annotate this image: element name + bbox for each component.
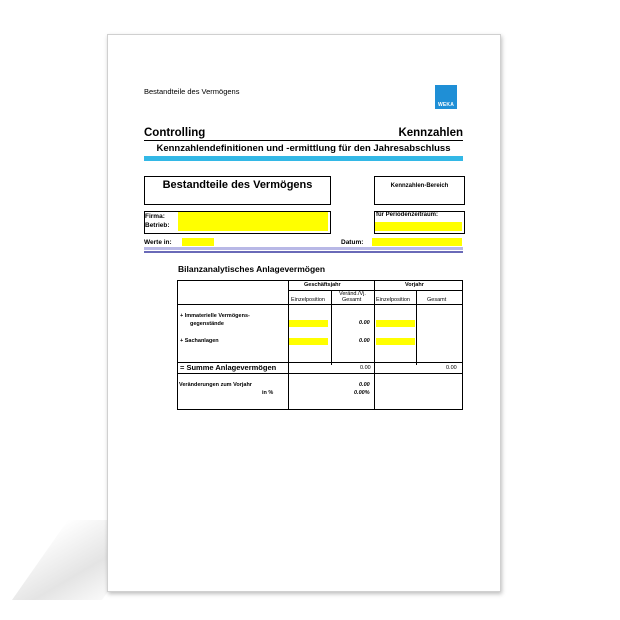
row1-value: 0.00 (359, 320, 370, 326)
col-divider (288, 281, 289, 409)
col-header-gj: Geschäftsjahr (304, 282, 341, 288)
col-divider (374, 281, 375, 409)
sum-vj: 0.00 (446, 365, 457, 371)
datum-label: Datum: (341, 239, 364, 246)
area-box (374, 176, 465, 205)
sub-gesamt-gj: Gesamt (342, 297, 362, 303)
sub-veraend: Veränd./Vj. (339, 291, 366, 297)
row2-vj-input[interactable] (376, 338, 415, 345)
sub-einzel-gj: Einzelposition (291, 297, 325, 303)
anlage-table (177, 280, 463, 410)
row2-value: 0.00 (359, 338, 370, 344)
sum-gj: 0.00 (360, 365, 371, 371)
sheet-title: Bestandteile des Vermögens (162, 179, 313, 191)
section-title: Bilanzanalytisches Anlagevermögen (178, 264, 326, 274)
sub-einzel-vj: Einzelposition (376, 297, 410, 303)
document-page (107, 34, 501, 592)
werte-label: Werte in: (144, 239, 172, 246)
row1-vj-input[interactable] (376, 320, 415, 327)
row-divider (178, 304, 462, 305)
row1-gj-input[interactable] (289, 320, 328, 327)
werte-input[interactable] (182, 238, 214, 246)
pct-value: 0.00% (354, 390, 370, 396)
logo-text: WEKA (437, 102, 455, 108)
veraend-value: 0.00 (359, 382, 370, 388)
col-divider (331, 291, 332, 365)
row2-label: + Sachanlagen (180, 338, 219, 344)
subtitle: Kennzahlendefinitionen und -ermittlung für den Jahresabschluss (156, 143, 451, 154)
veraend-label: Veränderungen zum Vorjahr (179, 382, 252, 388)
title-rule (144, 140, 463, 141)
firma-input[interactable] (178, 212, 328, 231)
header-caption: Bestandteile des Vermögens (144, 87, 240, 96)
row1-label-cont: gegenstände (190, 321, 224, 327)
firma-label: Firma: (145, 213, 165, 220)
sum-label: = Summe Anlagevermögen (180, 363, 277, 372)
betrieb-label: Betrieb: (145, 222, 170, 229)
divider-light (144, 247, 463, 250)
row-divider (178, 373, 462, 374)
periode-input[interactable] (375, 222, 462, 231)
area-label: Kennzahlen-Bereich (390, 183, 449, 189)
firma-labels (145, 212, 170, 230)
weka-logo (435, 85, 457, 109)
row2-gj-input[interactable] (289, 338, 328, 345)
title-kennzahlen: Kennzahlen (398, 127, 463, 139)
datum-input[interactable] (372, 238, 462, 246)
row1-label: + Immaterielle Vermögens- (180, 313, 250, 319)
pct-label: in % (262, 390, 274, 396)
accent-bar (144, 156, 463, 161)
periode-label: für Periodenzeitraum: (376, 212, 439, 218)
sheet-title-box (144, 176, 331, 205)
row-divider (288, 290, 462, 291)
col-header-vj: Vorjahr (405, 282, 424, 288)
divider-dark (144, 251, 463, 253)
title-controlling: Controlling (144, 127, 206, 139)
col-divider (416, 291, 417, 365)
sub-gesamt-vj: Gesamt (427, 297, 447, 303)
